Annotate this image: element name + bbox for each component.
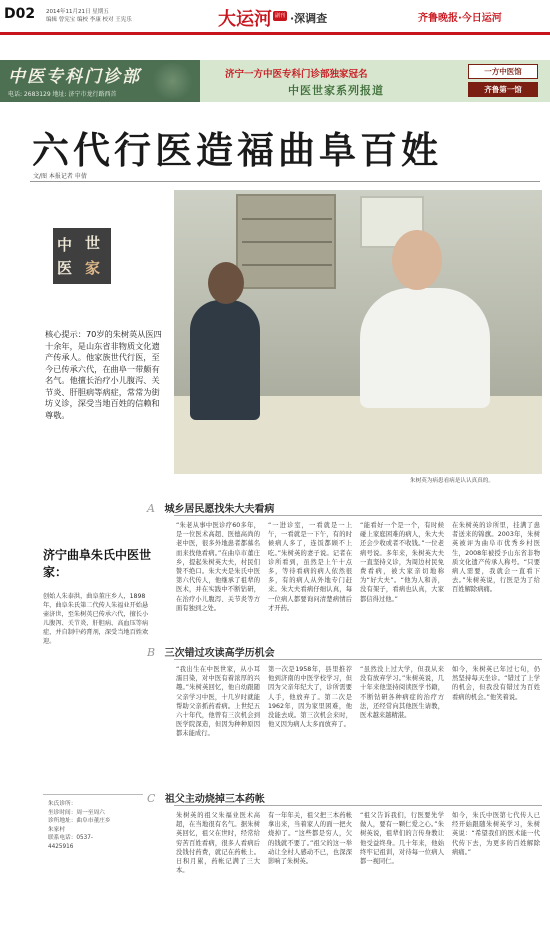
photo-patient-head xyxy=(208,262,244,304)
section-c-col-2: 有一年年关，祖父把三本药帐拿出来，当着家人的面一把火烧掉了。“这些都是穷人，欠的钱就不要了。”祖父的这一举动让全村人感动不已，也深深影响了朱树英。 xyxy=(268,812,352,866)
section-a-heading xyxy=(147,500,274,515)
brand-badge: 副刊 xyxy=(274,13,285,19)
article-headline: 六代行医造福曲阜百姓 xyxy=(32,128,442,172)
date-line: 2014年11月21日 星期五 xyxy=(46,9,109,15)
photo-caption: 朱树英为病患看病是认认真真的。 xyxy=(410,478,494,484)
section-a-rule xyxy=(174,515,542,516)
section-b-heading xyxy=(147,644,275,659)
logo-char-1: 中 xyxy=(57,236,73,254)
section-a-col-4: 在朱树英的诊所里，挂满了患者送来的锦旗。2003年，朱树英被评为曲阜市优秀乡村医生，2008年被授予山东省非物质文化遗产传承人称号。“只要病人需要，我就会一直看下去。”朱树英说，行医是为了给百姓解除病痛。 xyxy=(452,522,540,594)
paper-name: 齐鲁晚报·今日运河 xyxy=(418,13,502,24)
page-number: D02 xyxy=(4,6,36,22)
clinic-emblem xyxy=(150,63,195,99)
seal-first: 齐鲁第一馆 xyxy=(468,82,538,97)
section-c-title: 祖父主动烧掉三本药帐 xyxy=(164,794,265,805)
brand-logo: 大运河 xyxy=(218,9,272,30)
headline-divider xyxy=(30,181,540,182)
staff-line: 编辑 曾宪宝 编校 李康 校对 王宪乐 xyxy=(46,17,132,23)
section-b-letter: B xyxy=(147,646,156,659)
section-a-letter: A xyxy=(147,502,155,515)
sidebar-intro: 创始人朱泰洪，曲阜董庄乡人，1898年，曲阜朱氏第二代传人朱福业开始悬壶济世，至朱树英已传承六代，擅长小儿腹泻、关节炎、肝胆病、高血压等病症，并自制中药膏剂，深受当地百姓欢迎。 xyxy=(43,593,149,645)
clinic-hours: 朱氏诊所： 坐诊时间：周一至周六 诊所地址：曲阜市董庄乡 朱家村 联系电话：0537- 4425916 xyxy=(48,801,111,850)
photo-cabinet xyxy=(236,194,336,289)
column-logo xyxy=(53,228,111,284)
section-c-col-4: 如今，朱氏中医第七代传人已经开始跟随朱树英学习，朱树英说：“希望我们的医术能一代代传下去，为更多的百姓解除病痛。” xyxy=(452,812,540,856)
banner-series-line: 中医世家系列报道 xyxy=(288,84,384,97)
article-byline: 文/图 本报记者 申倩 xyxy=(33,173,87,180)
section-name: ·深调查 xyxy=(290,12,328,25)
section-c-heading xyxy=(147,790,265,805)
section-b-col-3: “虽然没上过大学，但我从来没有放弃学习。”朱树英说，几十年来他坚持阅读医学书籍，不断钻研各种病症的治疗方法，还经常向其他医生请教，医术越来越精湛。 xyxy=(360,666,444,720)
section-a-col-3: “能看好一个是一个，有时候碰上家庭困难的病人，朱大夫还会少收或者不收钱。”一位老病号说。多年来，朱树英大夫一直坚持义诊，为周边村民免费看病，被大家亲切地称为“好大夫”。“他为人和善，没有架子，看病也认真，大家都信得过他。” xyxy=(360,522,444,603)
section-c-letter: C xyxy=(147,792,156,805)
photo-doctor xyxy=(360,288,490,408)
logo-char-3: 世 xyxy=(85,234,101,252)
photo-doctor-head xyxy=(392,230,442,290)
logo-char-4: 家 xyxy=(85,259,101,277)
seal-clinic: 一方中医馆 xyxy=(468,64,538,79)
section-b-rule xyxy=(174,659,542,660)
section-c-col-3: “祖父告诉我们，行医要先学做人，要有一颗仁爱之心。”朱树英说，祖辈们的言传身教让他受益终身。几十年来，他始终牢记祖训，对待每一位病人都一视同仁。 xyxy=(360,812,444,866)
sidebar-title: 济宁曲阜朱氏中医世家： xyxy=(43,548,152,579)
section-b-title: 三次错过攻读高学历机会 xyxy=(164,648,275,659)
section-b-col-4: 如今，朱树英已年过七旬，仍然坚持每天坐诊。“错过了上学的机会，但我没有错过为百姓看病的机会。”他笑着说。 xyxy=(452,666,540,701)
section-b-col-1: “我出生在中医世家，从小耳濡目染，对中医有着浓厚的兴趣。”朱树英回忆，他自幼跟随父亲学习中医，十几岁时就能帮助父亲抓药看病。上世纪五六十年代，他曾有三次机会到医学院深造，但因为种种原因都未能成行。 xyxy=(176,666,260,738)
logo-char-2: 医 xyxy=(57,259,73,277)
banner-sponsor-line: 济宁一方中医专科门诊部独家冠名 xyxy=(225,69,368,80)
section-a-col-1: “朱老从事中医诊疗60多年，是一位医术高超、医德高尚的老中医，很多外地患者都慕名而来找他看病。”在曲阜市董庄乡，提起朱树英大夫，村民们赞不绝口。朱大夫是朱氏中医第六代传人，他继承了祖辈的医术，并在实践中不断钻研，在治疗小儿腹泻、关节炎等方面有独到之处。 xyxy=(176,522,260,612)
section-a-col-2: “一进诊室，一看就是一上午，一看就是一下午，有的时候病人多了，连饭都顾不上吃。”朱树英的妻子说。记者在诊所看到，虽然是上午十点多，等待看病的病人依然很多，有的病人从外地专门赶来。朱大夫看病仔细认真，每一位病人都要询问清楚病情后才开药。 xyxy=(268,522,352,612)
lead-paragraph: 核心提示：70岁的朱树英从医四十余年，是山东省非物质文化遗产传承人。他家族世代行医，至今已传承六代，在曲阜一带颇有名气。他擅长治疗小儿腹泻、关节炎、肝胆病等病症，常常为街坊义诊，深受当地百姓的信赖和尊敬。 xyxy=(45,329,162,420)
section-b-col-2: 第一次是1958年，县里推荐他到济南的中医学校学习，但因为父亲年纪大了，诊所需要人手，他放弃了。第二次是1962年，因为家里困难，他没能去成。第三次机会来时，他又因为病人太多而放弃了。 xyxy=(268,666,352,729)
header-divider xyxy=(0,32,550,35)
section-a-title: 城乡居民愿找朱大夫看病 xyxy=(164,504,275,515)
clinic-info: 电话: 2683129 地址: 济宁市龙行路西首 xyxy=(8,91,117,98)
section-c-rule xyxy=(174,805,542,806)
photo-patient xyxy=(190,300,260,420)
section-c-col-1: 朱树英的祖父朱福业医术高超，在当地很有名气。据朱树英回忆，祖父在世时，经常给穷苦百姓看病，很多人看病后没钱付药费，就记在药帐上。日积月累，药帐记满了三大本。 xyxy=(176,812,260,875)
clinic-title: 中医专科门诊部 xyxy=(8,67,141,87)
